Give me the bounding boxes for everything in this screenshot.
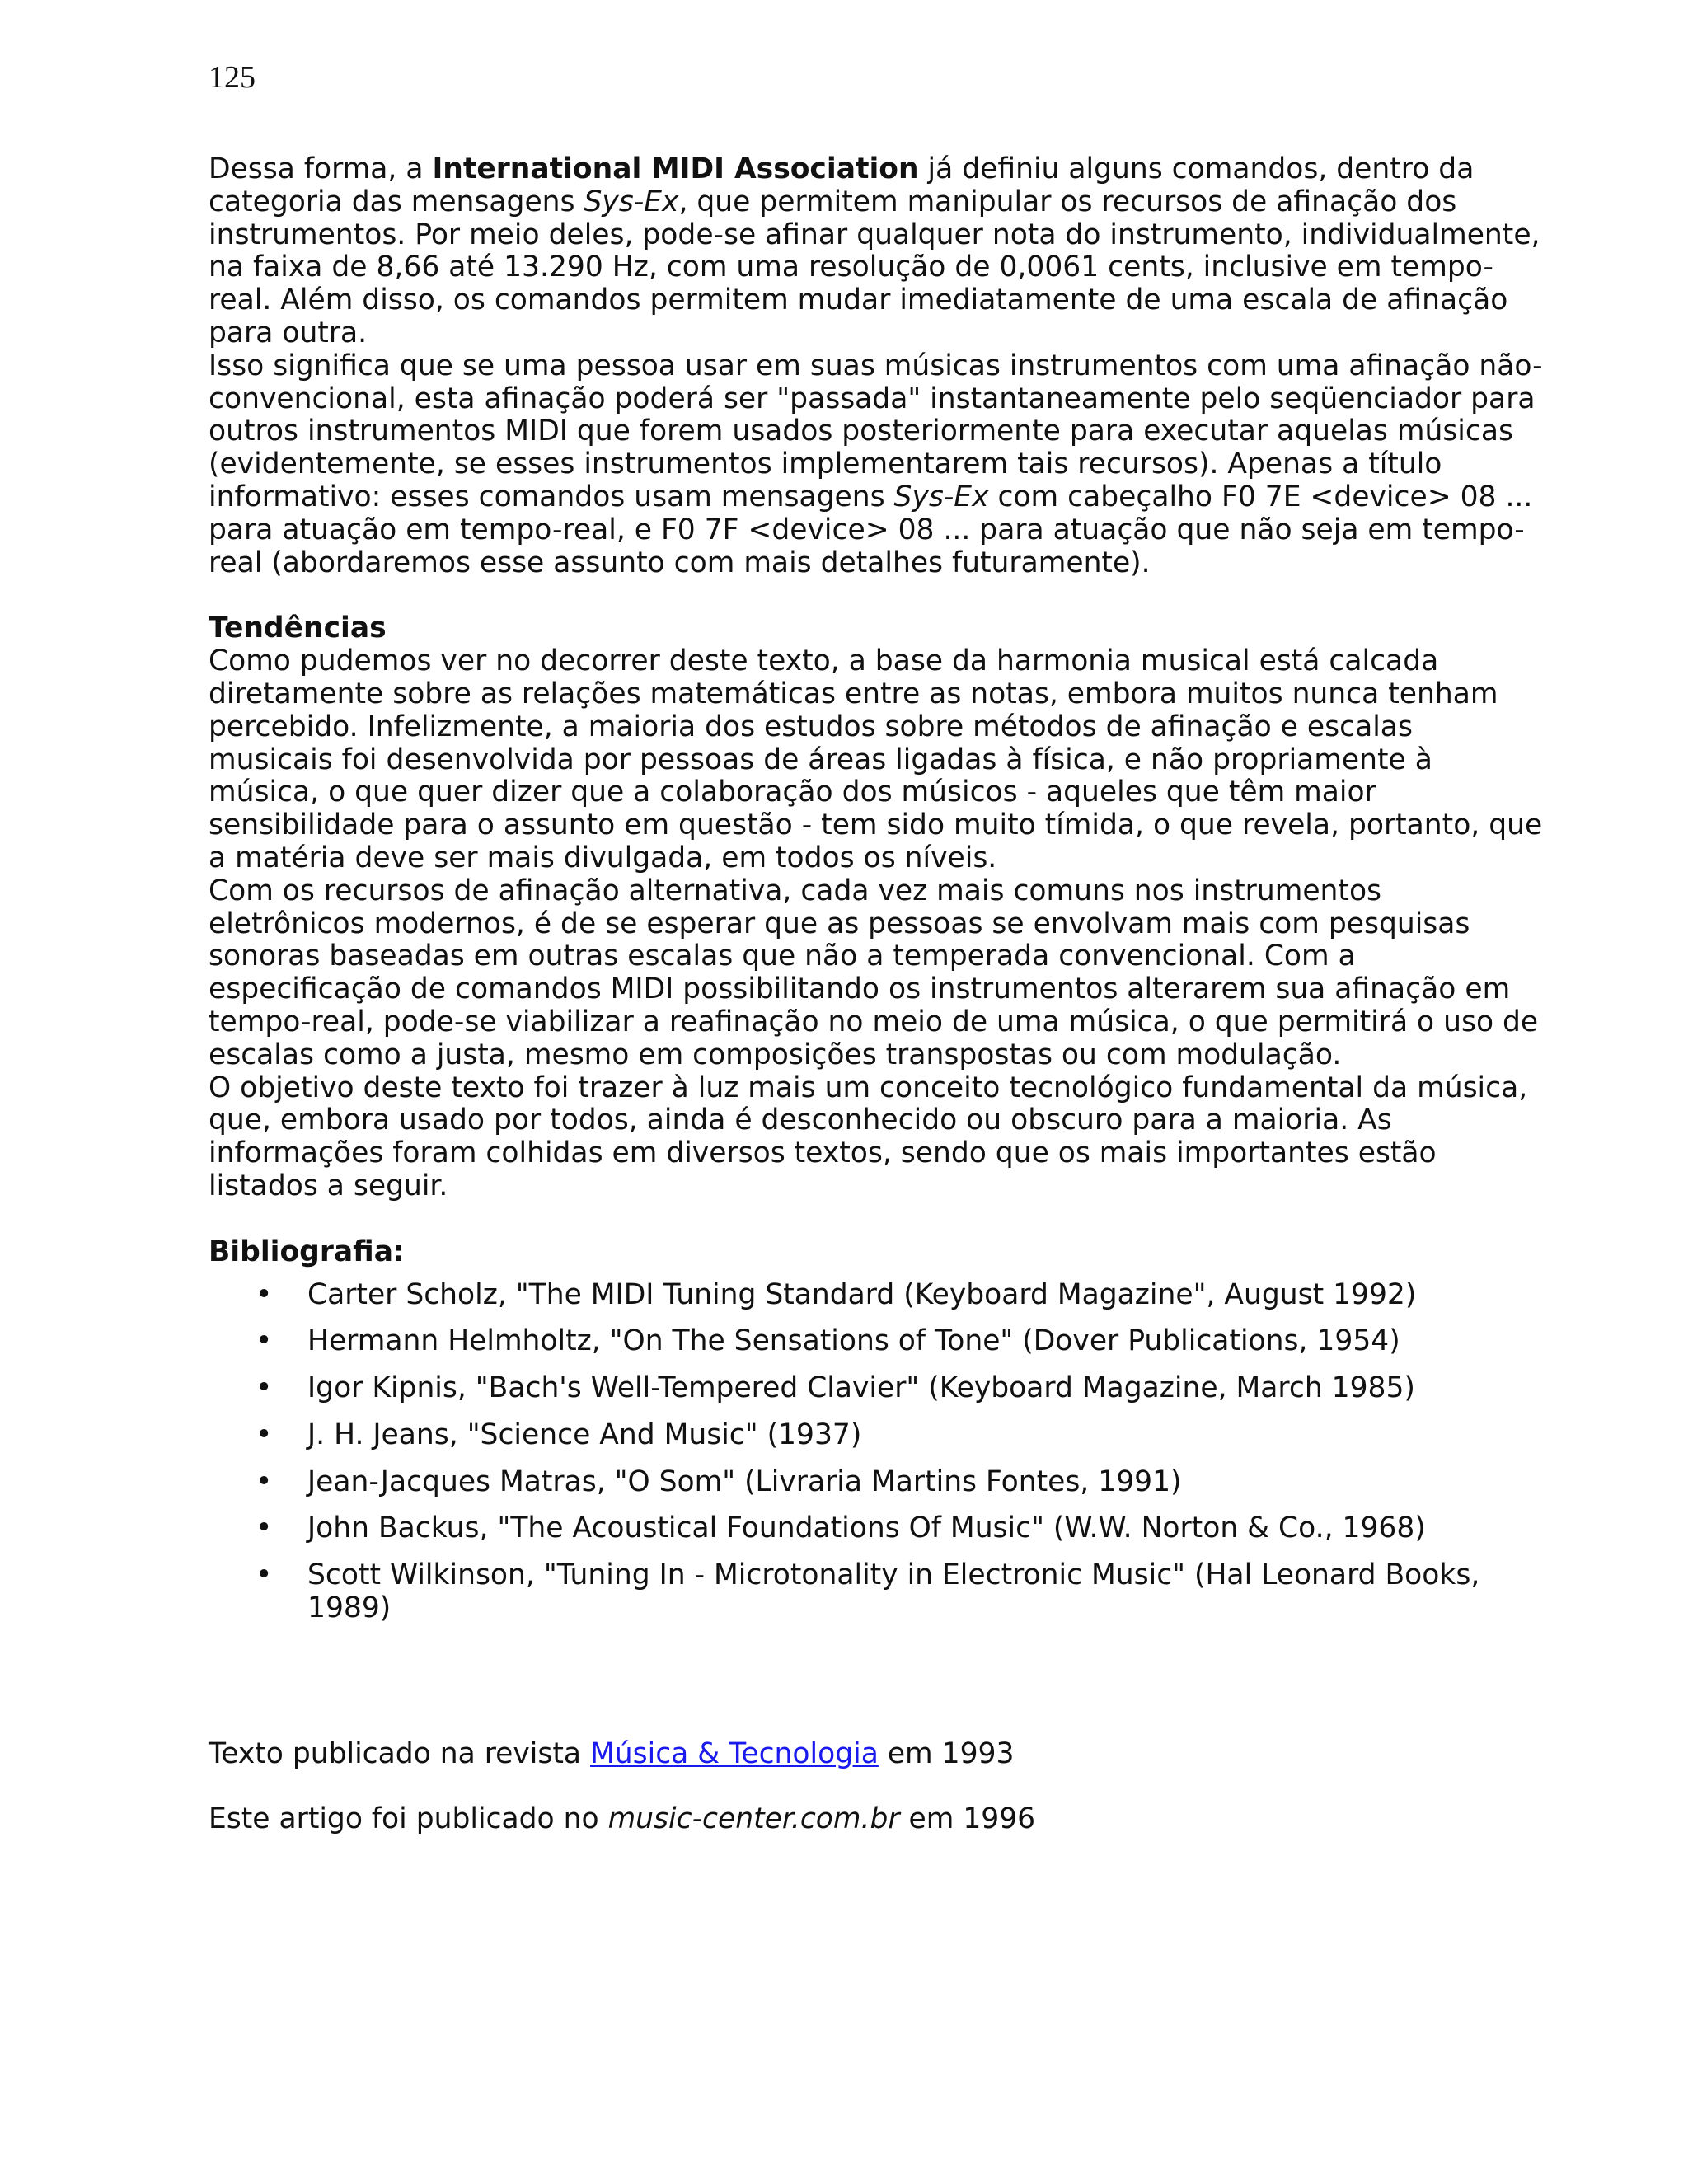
article-body	[209, 153, 1544, 1639]
magazine-link[interactable]: Música & Tecnologia	[590, 1737, 879, 1770]
intro-p1-text-a: Dessa forma, a	[209, 152, 433, 185]
section-heading-bibliografia: Bibliografia:	[209, 1235, 405, 1268]
bibliography-entry: Scott Wilkinson, "Tuning In - Microtonality in Electronic Music" (Hal Leonard Books, 1989)	[307, 1558, 1480, 1625]
section-heading-tendencias: Tendências	[209, 612, 387, 645]
bibliography-list	[209, 1279, 1544, 1625]
footer-line2-text-b: em 1996	[899, 1802, 1036, 1835]
bibliography-entry: John Backus, "The Acoustical Foundations Of Music" (W.W. Norton & Co., 1968)	[307, 1511, 1426, 1545]
sysex-term: Sys-Ex	[584, 185, 679, 218]
bibliography-entry: J. H. Jeans, "Science And Music" (1937)	[307, 1418, 862, 1451]
bullet: •	[256, 1511, 273, 1545]
intro-p2-text-b: com cabeçalho F0 7E <device> 08 ... para atuação em tempo-real, e F0 7F <device> 08 ... para atuação que não seja em tempo-real (abordaremos esse assunto com mais detalhes futuramente).	[209, 480, 1533, 579]
footer-line2-text-a: Este artigo foi publicado no	[209, 1802, 608, 1835]
intro-paragraph-1	[209, 153, 1544, 350]
tendencias-paragraph-3: O objetivo deste texto foi trazer à luz mais um conceito tecnológico fundamental da música, que, embora usado por todos, ainda é desconhecido ou obscuro para a maioria. As informações foram colhidas em diversos textos, sendo que os mais importantes estão listados a seguir.	[209, 1071, 1528, 1202]
association-name: International MIDI Association	[432, 152, 919, 185]
list-item	[209, 1512, 1544, 1545]
intro-p1-text-b: já definiu alguns comandos, dentro da categoria das mensagens	[209, 152, 1475, 218]
tendencias-paragraph-1: Como pudemos ver no decorrer deste texto, a base da harmonia musical está calcada diretamente sobre as relações matemáticas entre as notas, embora muitos nunca tenham percebido. Infelizmente, a maioria dos estudos sobre métodos de afinação e escalas musicais foi desenvolvida por pessoas de áreas ligadas à física, e não propriamente à música, o que quer dizer que a colaboração dos músicos - aqueles que têm maior sensibilidade para o assunto em questão - tem sido muito tímida, o que revela, portanto, que a matéria deve ser mais divulgada, em todos os níveis.	[209, 644, 1543, 874]
list-item	[209, 1325, 1544, 1358]
footer-line1-text-a: Texto publicado na revista	[209, 1737, 591, 1770]
bullet: •	[256, 1371, 273, 1405]
intro-p2-text-a: Isso significa que se uma pessoa usar em suas músicas instrumentos com uma afinação não-convencional, esta afinação poderá ser "passada" instantaneamente pelo seqüenciador para outros instrumentos MIDI que forem usados posteriormente para executar aquelas músicas (evidentemente, se esses instrumentos implementarem tais recursos). Apenas a título informativo: esses comandos usam mensagens	[209, 349, 1543, 513]
publication-note-1996	[209, 1802, 1035, 1835]
bibliography-entry: Igor Kipnis, "Bach's Well-Tempered Clavier" (Keyboard Magazine, March 1985)	[307, 1371, 1415, 1405]
bullet: •	[256, 1465, 273, 1498]
publication-note-1993	[209, 1737, 1014, 1770]
list-item	[209, 1559, 1544, 1625]
tendencias-paragraph-2: Com os recursos de afinação alternativa, cada vez mais comuns nos instrumentos eletrônicos modernos, é de se esperar que as pessoas se envolvam mais com pesquisas sonoras baseadas em outras escalas que não a temperada convencional. Com a especificação de comandos MIDI possibilitando os instrumentos alterarem sua afinação em tempo-real, pode-se viabilizar a reafinação no meio de uma música, o que permitirá o uso de escalas como a justa, mesmo em composições transpostas ou com modulação.	[209, 874, 1539, 1071]
list-item	[209, 1466, 1544, 1499]
intro-p1-text-c: , que permitem manipular os recursos de afinação dos instrumentos. Por meio deles, pode-se afinar qualquer nota do instrumento, individualmente, na faixa de 8,66 até 13.290 Hz, com uma resolução de 0,0061 cents, inclusive em tempo-real. Além disso, os comandos permitem mudar imediatamente de uma escala de afinação para outra.	[209, 185, 1540, 349]
footer-line1-text-b: em 1993	[878, 1737, 1015, 1770]
intro-paragraph-2	[209, 350, 1544, 580]
website-name: music-center.com.br	[607, 1802, 900, 1835]
list-item	[209, 1419, 1544, 1452]
bullet: •	[256, 1558, 273, 1592]
bibliography-entry: Carter Scholz, "The MIDI Tuning Standard (Keyboard Magazine", August 1992)	[307, 1277, 1417, 1311]
bullet: •	[256, 1277, 273, 1311]
bullet: •	[256, 1324, 273, 1358]
list-item	[209, 1372, 1544, 1405]
list-item	[209, 1279, 1544, 1312]
page-number: 125	[209, 60, 256, 95]
bullet: •	[256, 1418, 273, 1451]
sysex-term: Sys-Ex	[893, 480, 989, 513]
bibliography-entry: Hermann Helmholtz, "On The Sensations of Tone" (Dover Publications, 1954)	[307, 1324, 1400, 1358]
bibliography-entry: Jean-Jacques Matras, "O Som" (Livraria Martins Fontes, 1991)	[307, 1465, 1182, 1498]
